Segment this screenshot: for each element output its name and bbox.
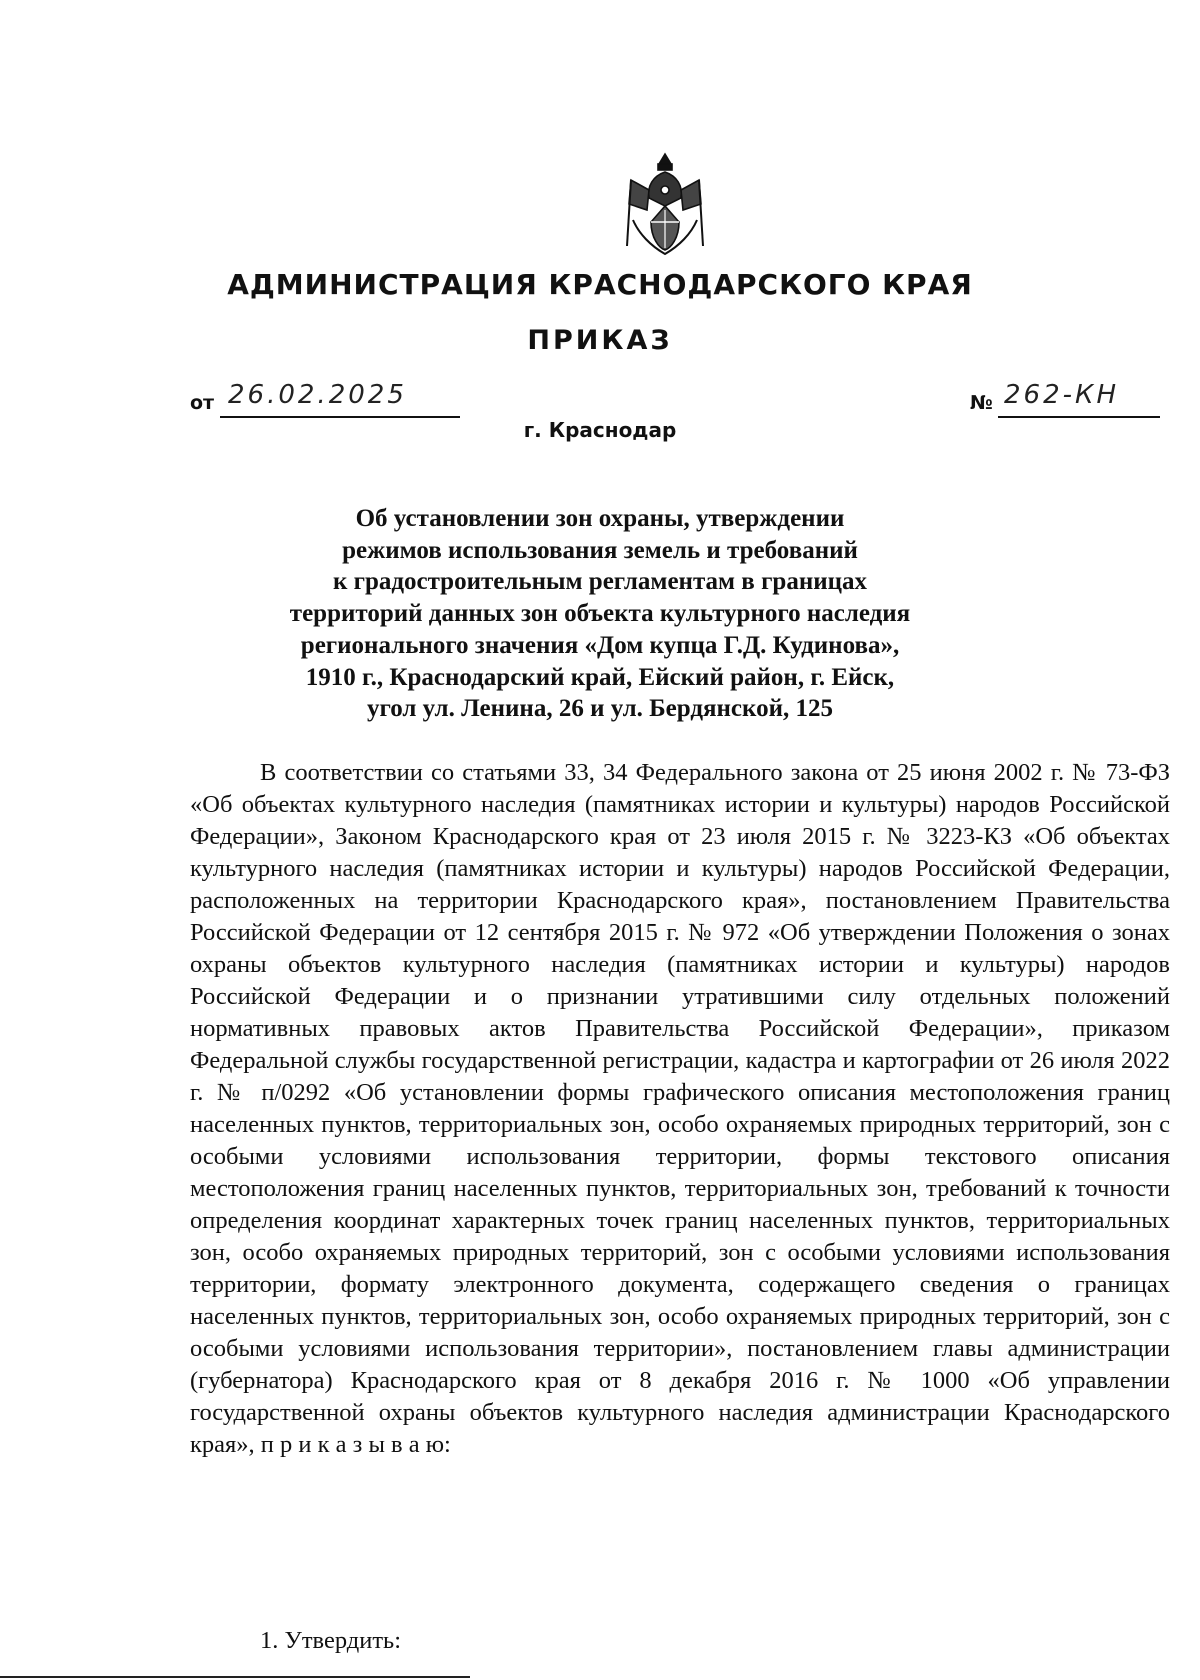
title-line: регионального значения «Дом купца Г.Д. Кудинова»,	[300, 631, 900, 659]
title-line: 1910 г., Краснодарский край, Ейский район, г. Ейск,	[305, 663, 895, 691]
krasnodar-coat-of-arms-icon	[625, 150, 705, 260]
document-number	[970, 380, 1120, 414]
number-prefix: №	[970, 392, 993, 414]
date-prefix: от	[190, 392, 215, 414]
handwritten-date: 26.02.2025	[228, 380, 407, 410]
title-line: режимов использования земель и требований	[342, 536, 858, 564]
title-line: к градостроительным регламентам в границах	[332, 568, 868, 596]
city: г. Краснодар	[523, 418, 677, 442]
document-type: ПРИКАЗ	[527, 325, 673, 356]
organization-name: АДМИНИСТРАЦИЯ КРАСНОДАРСКОГО КРАЯ	[227, 268, 973, 301]
title-line: Об установлении зон охраны, утверждении	[355, 505, 845, 532]
document-title	[190, 503, 1010, 725]
title-line: угол ул. Ленина, 26 и ул. Бердянской, 125	[366, 695, 833, 723]
title-line: территорий данных зон объекта культурного наследия	[289, 600, 911, 628]
bottom-divider	[0, 1676, 470, 1678]
preamble-paragraph: В соответствии со статьями 33, 34 Федерального закона от 25 июня 2002 г. № 73-ФЗ «Об объектах культурного наследия (памятниках истории и культуры) народов Российской Федерации», Законом Краснодарского края от 23 июля 2015 г. № 3223-КЗ «Об объектах культурного наследия (памятниках истории и культуры) народов Российской Федерации, расположенных на территории Краснодарского края», постановлением Правительства Российской Федерации от 12 сентября 2015 г. № 972 «Об утверждении Положения о зонах охраны объектов культурного наследия (памятниках истории и культуры) народов Российской Федерации и о признании утратившими силу отдельных положений нормативных правовых актов Правительства Российской Федерации», приказом Федеральной службы государственной регистрации, кадастра и картографии от 26 июля 2022 г. № п/0292 «Об установлении формы графического описания местоположения границ населенных пунктов, территориальных зон, особо охраняемых природных территорий, зон с особыми условиями использования территории, формы текстового описания местоположения границ населенных пунктов, территориальных зон, требований к точности определения координат характерных точек границ населенных пунктов, территориальных зон, особо охраняемых природных территорий, зон с особыми условиями использования территории, формату электронного документа, содержащего сведения о границах населенных пунктов, территориальных зон, особо охраняемых природных территорий, зон с особыми условиями использования территории», постановлением главы администрации (губернатора) Краснодарского края от 8 декабря 2016 г. № 1000 «Об управлении государственной охраны объектов культурного наследия администрации Краснодарского края», п р и к а з ы в а ю:	[190, 759, 1170, 1458]
handwritten-number: 262-КН	[1004, 380, 1120, 410]
order-item-1: 1. Утвердить:	[260, 1627, 402, 1654]
document-date	[190, 380, 407, 414]
